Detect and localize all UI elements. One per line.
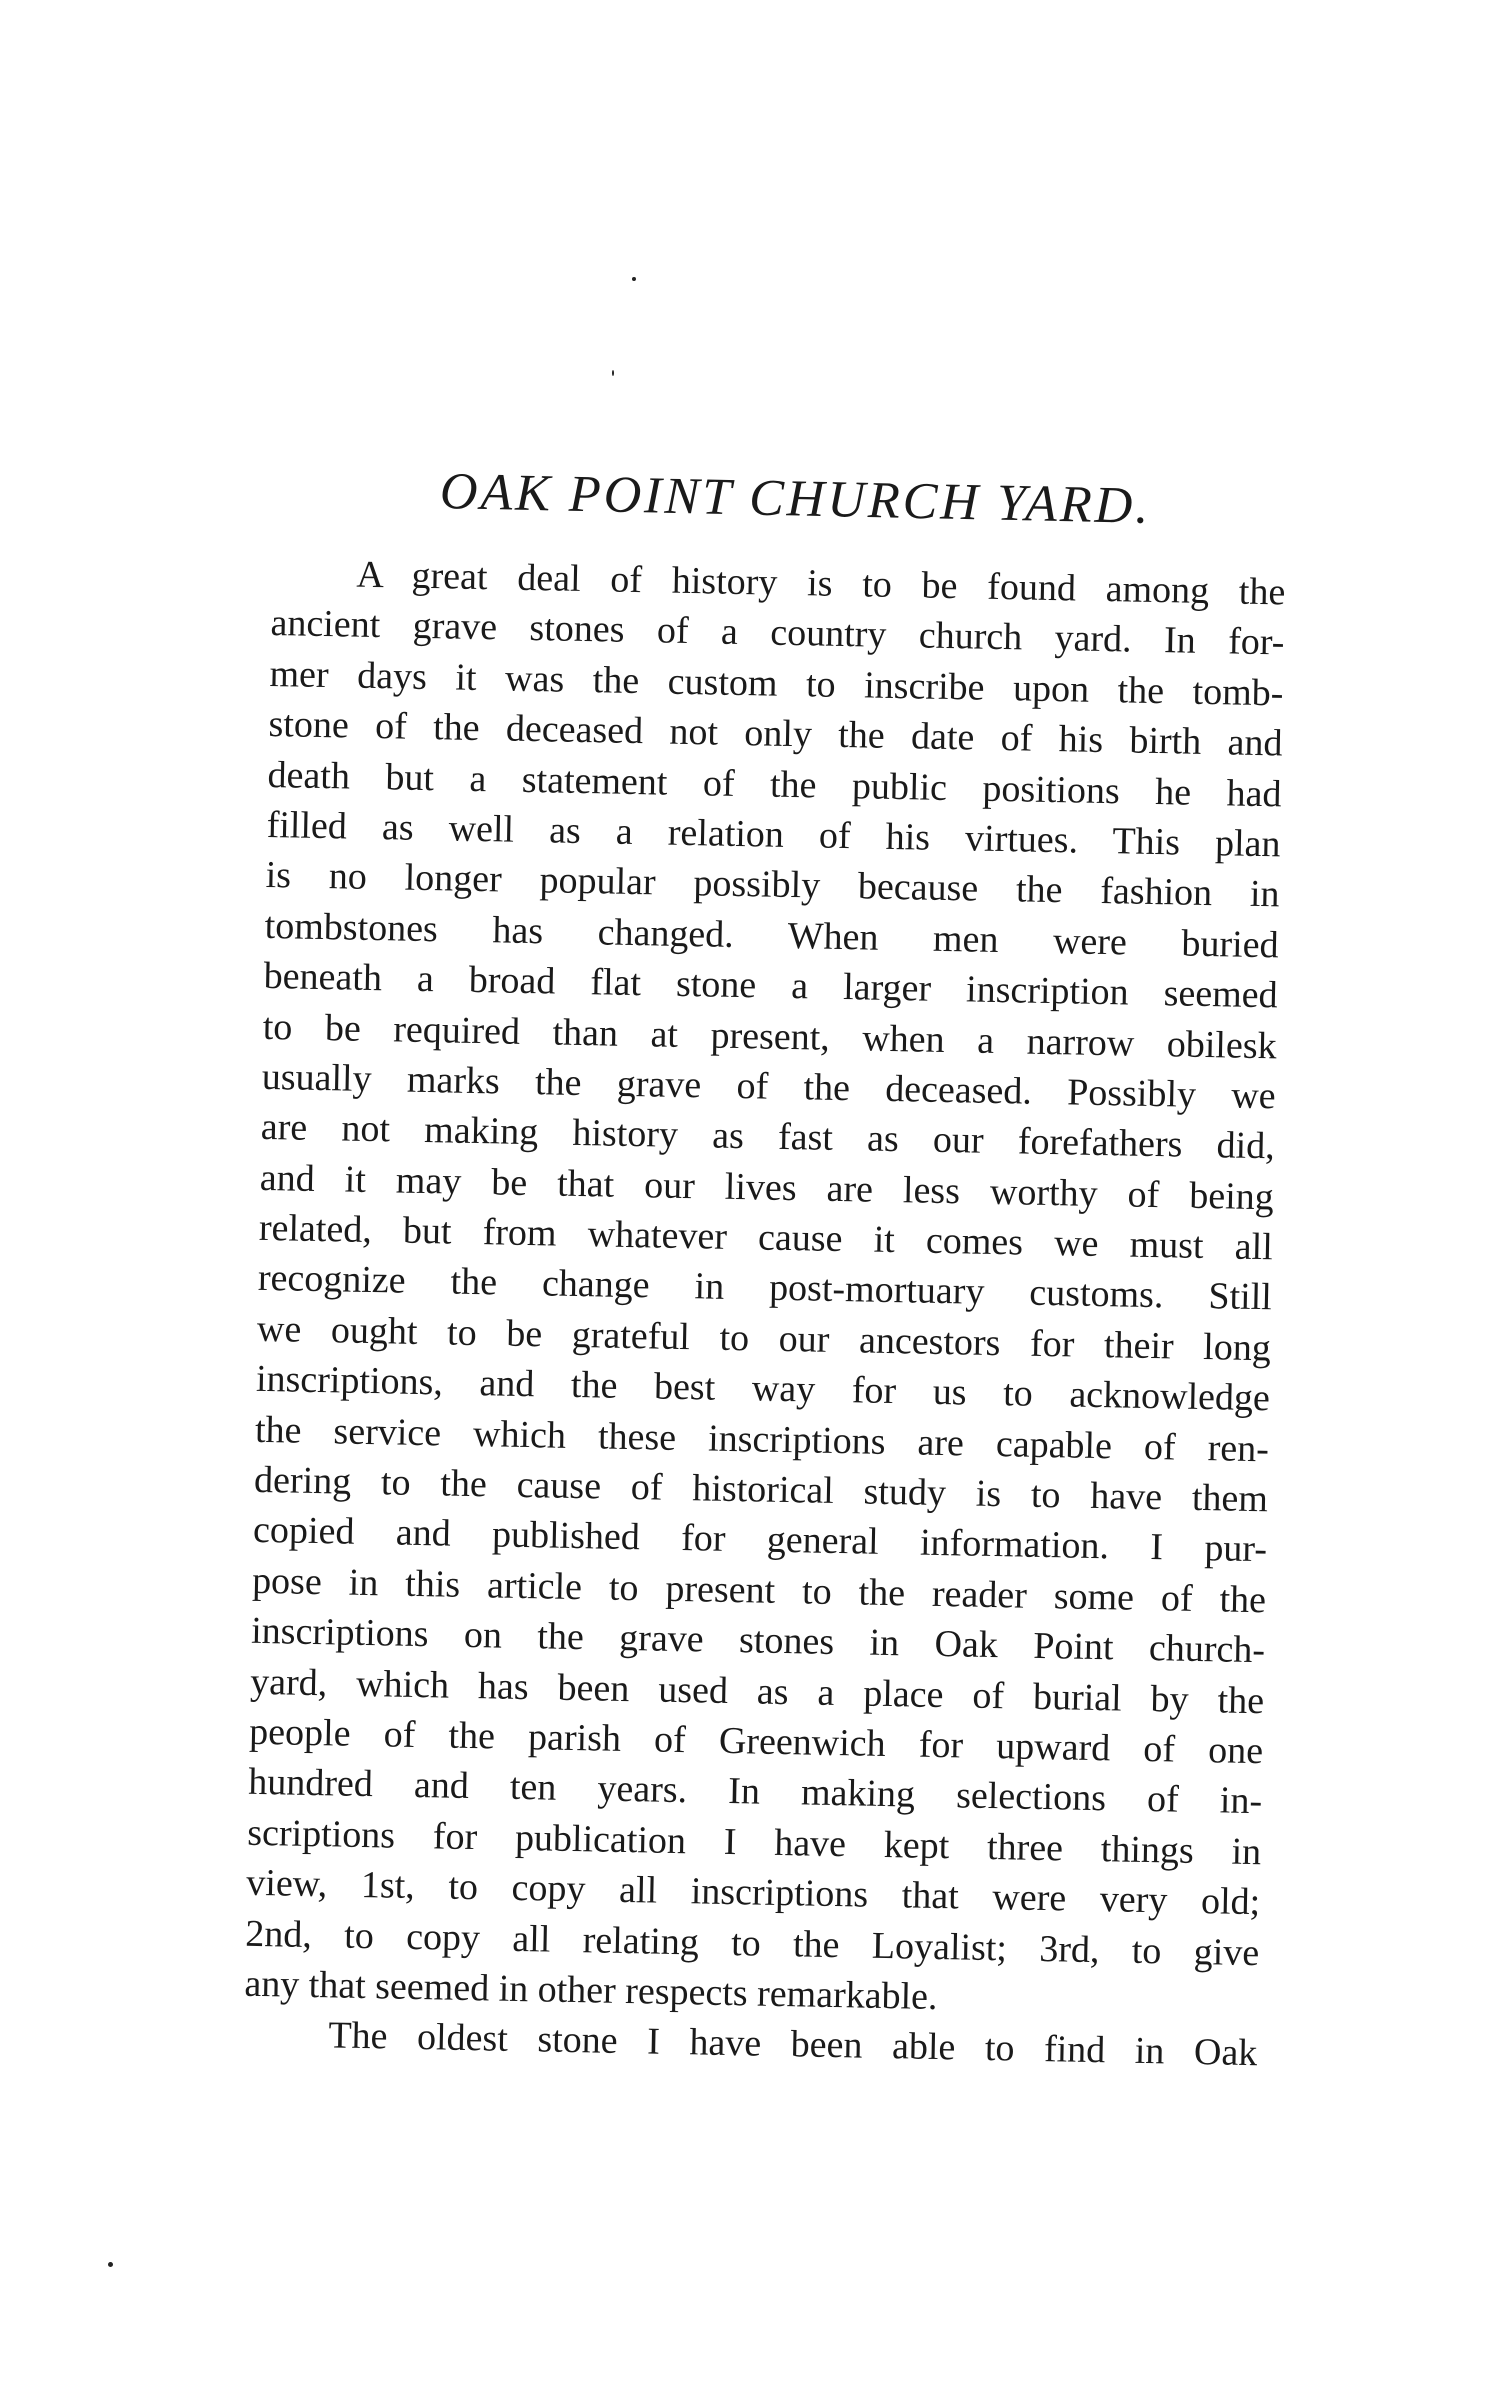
text-line: copied and published for general information. I pur- [252,1509,1268,1571]
text-line: to be required than at present, when a narrow obilesk [262,1005,1278,1067]
text-line: and it may be that our lives are less worthy of being [259,1156,1275,1219]
text-line: people of the parish of Greenwich for upward of one [248,1710,1264,1773]
text-line: view, 1st, to copy all inscriptions that were very old; [245,1861,1261,1924]
text-line: yard, which has been used as a place of burial by the [249,1660,1265,1722]
text-line: are not making history as fast as our forefathers did, [260,1106,1276,1168]
text-line: mer days it was the custom to inscribe upon the tomb- [269,652,1284,715]
body-text [243,548,1286,2079]
text-line: 2nd, to copy all relating to the Loyalist; 3rd, to give [244,1912,1260,1974]
text-line: any that seemed in other respects remarkable. [244,1962,938,2018]
text-line: dering to the cause of historical study is to have them [253,1458,1269,1521]
text-line: The oldest stone I have been able to find in Oak [328,2014,1258,2075]
text-line: A great deal of history is to be found among the [356,553,1286,614]
ink-speck [612,370,614,376]
ink-speck [108,2262,113,2267]
text-line: the service which these inscriptions are capable of ren- [254,1408,1270,1470]
text-line: usually marks the grave of the deceased. Possibly we [261,1055,1277,1118]
text-line: beneath a broad flat stone a larger inscription seemed [263,955,1278,1017]
text-line: hundred and ten years. In making selections of in- [247,1761,1263,1823]
text-line: scriptions for publication I have kept three things in [246,1811,1262,1873]
text-line: pose in this article to present to the reader some of the [251,1559,1267,1622]
text-line: stone of the deceased not only the date of his birth and [268,703,1283,765]
page-title: OAK POINT CHURCH YARD. [439,463,1152,535]
text-line: death but a statement of the public positions he had [267,753,1282,815]
text-line: inscriptions, and the best way for us to acknowledge [255,1358,1271,1420]
ink-speck [632,277,636,281]
text-line: ancient grave stones of a country church yard. In for- [270,602,1285,664]
text-line: is no longer popular possibly because the fashion in [265,854,1280,916]
text-line: related, but from whatever cause it comes we must all [258,1206,1274,1269]
text-line: inscriptions on the grave stones in Oak Point church- [250,1610,1266,1672]
text-line: tombstones has changed. When men were buried [264,904,1279,967]
text-line: filled as well as a relation of his virtues. This plan [266,803,1281,866]
text-line: recognize the change in post-mortuary customs. Still [257,1257,1273,1319]
text-line: we ought to be grateful to our ancestors for their long [256,1307,1272,1370]
